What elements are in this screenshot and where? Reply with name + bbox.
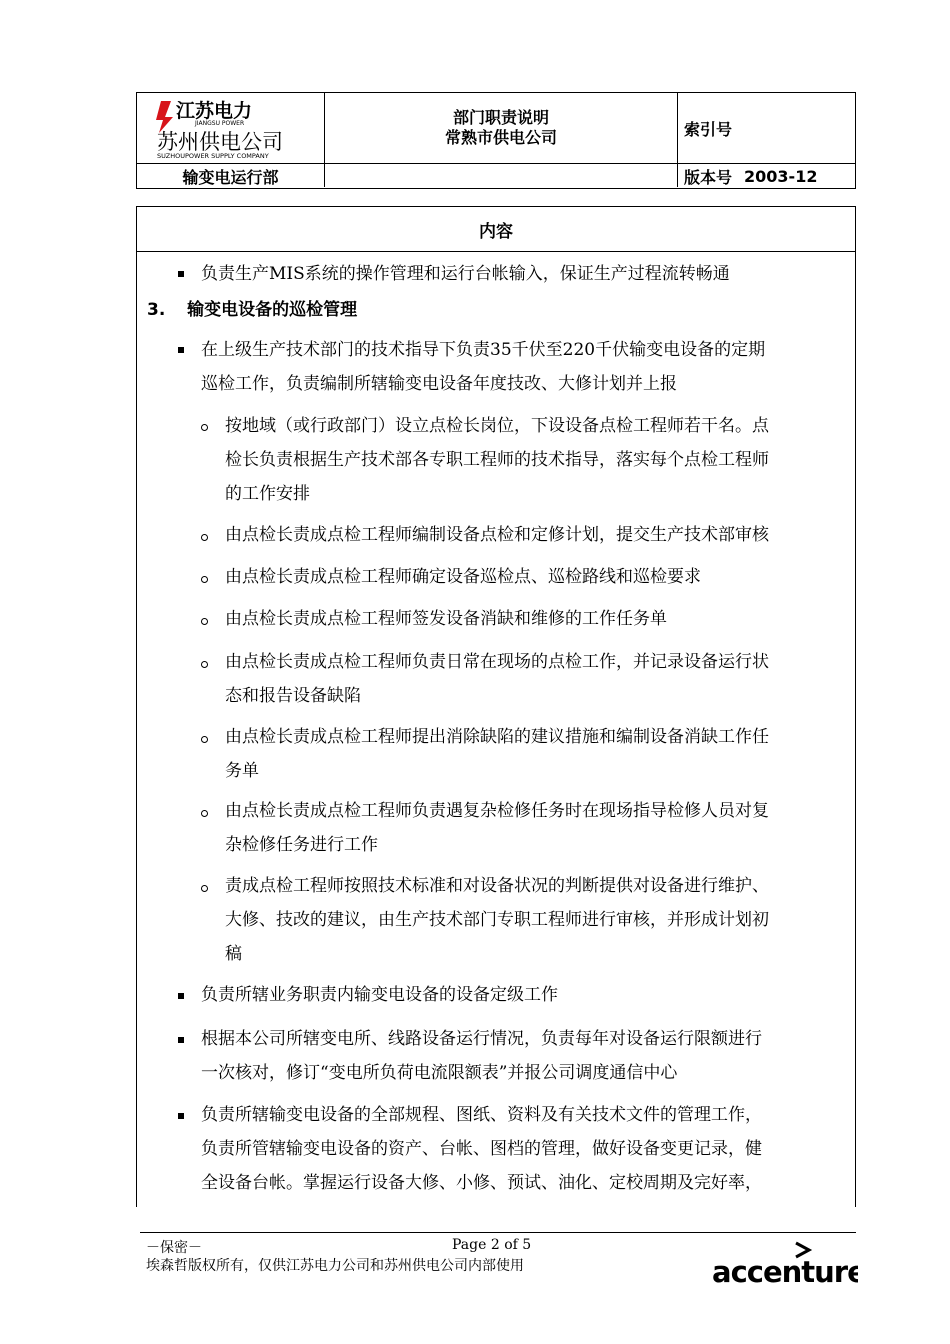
sub-list-item: 由点检长责成点检工程师提出消除缺陷的建议措施和编制设备消缺工作任 务单	[225, 727, 769, 781]
version-cell	[678, 164, 855, 188]
sub-list-item: 由点检长责成点检工程师负责日常在现场的点检工作，并记录设备运行状 态和报告设备缺陷	[225, 652, 769, 706]
list-item: 负责生产MIS系统的操作管理和运行台帐输入，保证生产过程流转畅通	[201, 264, 730, 284]
sub-list-item: 由点检长责成点检工程师编制设备点检和定修计划，提交生产技术部审核	[225, 525, 769, 545]
list-item: 根据本公司所辖变电所、线路设备运行情况，负责每年对设备运行限额进行 一次核对，修订“变电所负荷电流限额表”并报公司调度通信中心	[201, 1029, 762, 1083]
list-item: 负责所辖业务职责内输变电设备的设备定级工作	[201, 985, 558, 1005]
confidential-label: －保密－	[146, 1240, 202, 1256]
list-item: 负责所辖输变电设备的全部规程、图纸、资料及有关技术文件的管理工作， 负责所管辖输变电设备的资产、台帐、图档的管理，做好设备变更记录，健 全设备台帐。掌握运行设备大修、小修、预试、油化、定校周期及完好率，	[201, 1105, 762, 1193]
version-label: 版本号	[684, 167, 733, 187]
company-logo	[137, 93, 324, 163]
doc-title: 部门职责说明	[452, 108, 549, 127]
footer-rule	[140, 1232, 856, 1233]
version-value: 2003-12	[744, 166, 818, 186]
copyright-notice: 埃森哲版权所有，仅供江苏电力公司和苏州供电公司内部使用	[146, 1258, 524, 1274]
brand-text: accenture	[712, 1255, 858, 1288]
logo-top-text: 江苏电力	[176, 100, 253, 122]
doc-title-cell	[325, 93, 677, 163]
content-heading: 内容	[137, 207, 855, 252]
logo-top-en-text: JIANGSU POWER	[195, 120, 245, 127]
sub-list-item: 由点检长责成点检工程师确定设备巡检点、巡检路线和巡检要求	[225, 567, 701, 587]
sub-list-item: 责成点检工程师按照技术标准和对设备状况的判断提供对设备进行维护、 大修、技改的建议，由生产技术部门专职工程师进行审核，并形成计划初 稿	[225, 876, 769, 964]
list-item: 在上级生产技术部门的技术指导下负责35千伏至220千伏输变电设备的定期 巡检工作，负责编制所辖输变电设备年度技改、大修计划并上报	[201, 340, 766, 394]
department-name: 输变电运行部	[182, 167, 279, 187]
sub-list-item: 由点检长责成点检工程师负责遇复杂检修任务时在现场指导检修人员对复 杂检修任务进行工作	[225, 801, 769, 855]
doc-company: 常熟市供电公司	[444, 128, 557, 147]
page-number: Page 2 of 5	[452, 1237, 532, 1253]
accenture-logo	[712, 1240, 858, 1288]
sub-list-item: 按地域（或行政部门）设立点检长岗位，下设设备点检工程师若干名。点 检长负责根据生产技术部各专职工程师的技术指导，落实每个点检工程师 的工作安排	[225, 416, 769, 504]
index-label: 索引号	[684, 119, 733, 139]
logo-company-text: 苏州供电公司	[157, 130, 283, 154]
sub-list-item: 由点检长责成点检工程师签发设备消缺和维修的工作任务单	[225, 609, 667, 629]
logo-company-en-text: SUZHOUPOWER SUPPLY COMPANY	[157, 152, 269, 160]
section-heading: 3. 输变电设备的巡检管理	[147, 300, 358, 320]
header-table	[136, 92, 856, 189]
content-box	[136, 206, 856, 1207]
